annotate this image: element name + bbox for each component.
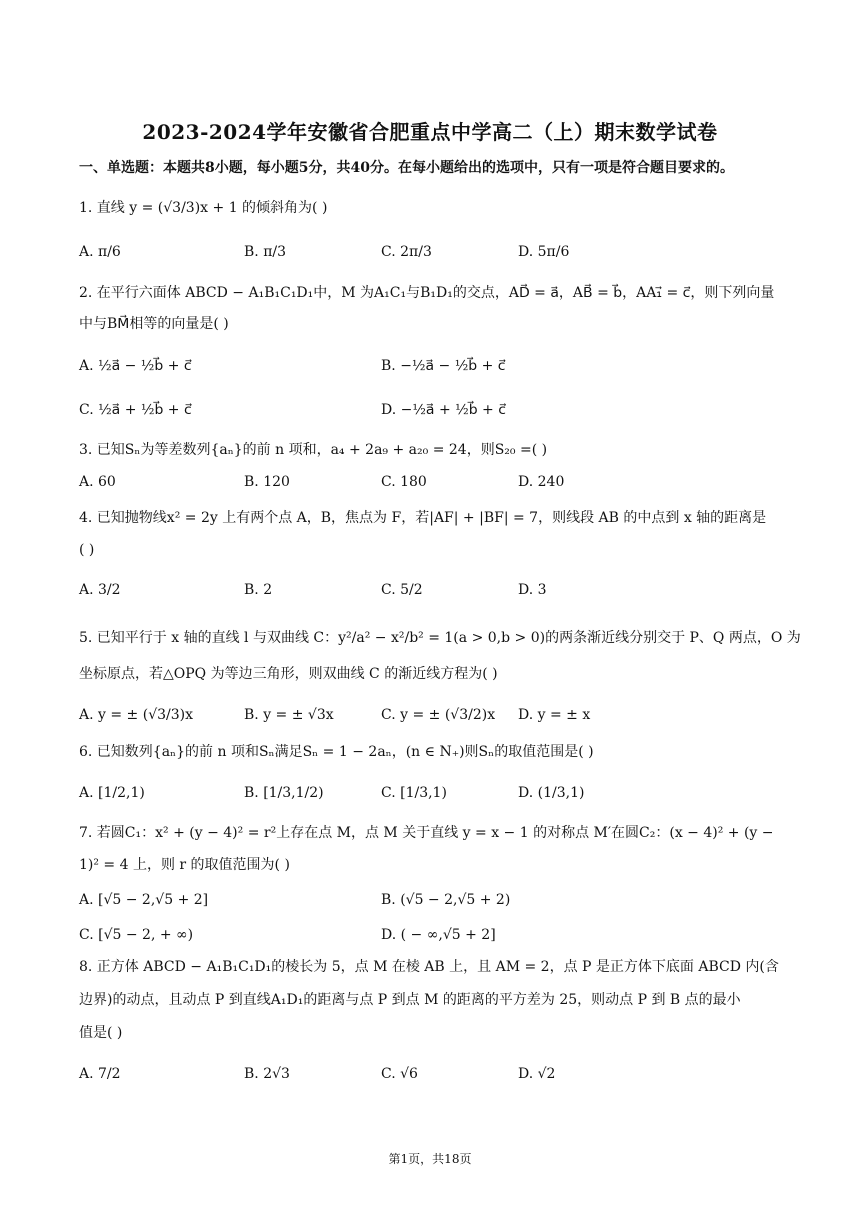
section-heading: 一、单选题：本题共8小题，每小题5分，共40分。在每小题给出的选项中，只有一项是符合题目要求的。 — [79, 160, 734, 176]
question-7-option-b: B. (√5 − 2,√5 + 2) — [381, 892, 511, 908]
question-5-line-1: 5. 已知平行于 x 轴的直线 l 与双曲线 C：y²/a² − x²/b² = 1(a > 0,b > 0)的两条渐近线分别交于 P、Q 两点，O 为 — [79, 630, 801, 646]
question-1-option-b: B. π/3 — [244, 244, 287, 260]
question-7-option-d: D. ( − ∞,√5 + 2] — [381, 927, 496, 943]
question-3-option-b: B. 120 — [244, 474, 290, 490]
question-3-option-d: D. 240 — [518, 474, 565, 490]
question-2-option-b: B. −½a⃗ − ½b⃗ + c⃗ — [381, 358, 506, 374]
question-6-option-b: B. [1/3,1/2) — [244, 785, 324, 801]
question-6-option-d: D. (1/3,1) — [518, 785, 585, 801]
question-4-option-c: C. 5/2 — [381, 582, 423, 598]
question-7-line-1: 7. 若圆C₁：x² + (y − 4)² = r²上存在点 M，点 M 关于直线 y = x − 1 的对称点 M′在圆C₂：(x − 4)² + (y − — [79, 825, 774, 841]
question-2-option-d: D. −½a⃗ + ½b⃗ + c⃗ — [381, 402, 506, 418]
question-8-option-c: C. √6 — [381, 1066, 418, 1082]
question-2-line-1: 2. 在平行六面体 ABCD − A₁B₁C₁D₁中，M 为A₁C₁与B₁D₁的交点，AD⃗ = a⃗，AB⃗ = b⃗，AA₁⃗ = c⃗，则下列向量 — [79, 285, 775, 301]
question-8-line-1: 8. 正方体 ABCD − A₁B₁C₁D₁的棱长为 5，点 M 在棱 AB 上，且 AM = 2，点 P 是正方体下底面 ABCD 内(含 — [79, 959, 779, 975]
question-8-line-3: 值是( ) — [79, 1025, 123, 1041]
question-6-option-a: A. [1/2,1) — [79, 785, 145, 801]
page-title: 2023-2024学年安徽省合肥重点中学高二（上）期末数学试卷 — [142, 120, 718, 144]
question-3-option-a: A. 60 — [79, 474, 116, 490]
question-5-option-b: B. y = ± √3x — [244, 707, 334, 723]
question-5-line-2: 坐标原点，若△OPQ 为等边三角形，则双曲线 C 的渐近线方程为( ) — [79, 666, 498, 682]
question-6-option-c: C. [1/3,1) — [381, 785, 447, 801]
question-4-line-2: ( ) — [79, 542, 95, 558]
question-1-option-a: A. π/6 — [79, 244, 121, 260]
question-1-line-1: 1. 直线 y = (√3/3)x + 1 的倾斜角为( ) — [79, 200, 328, 216]
question-4-option-a: A. 3/2 — [79, 582, 121, 598]
question-7-line-2: 1)² = 4 上，则 r 的取值范围为( ) — [79, 857, 290, 873]
question-8-option-a: A. 7/2 — [79, 1066, 121, 1082]
question-2-option-a: A. ½a⃗ − ½b⃗ + c⃗ — [79, 358, 192, 374]
question-4-line-1: 4. 已知抛物线x² = 2y 上有两个点 A，B，焦点为 F，若|AF| + |BF| = 7，则线段 AB 的中点到 x 轴的距离是 — [79, 510, 767, 526]
question-3-option-c: C. 180 — [381, 474, 427, 490]
question-3-line-1: 3. 已知Sₙ为等差数列{aₙ}的前 n 项和，a₄ + 2a₉ + a₂₀ = 24，则S₂₀ =( ) — [79, 442, 548, 458]
page-footer: 第1页，共18页 — [388, 1152, 472, 1166]
question-1-option-c: C. 2π/3 — [381, 244, 432, 260]
question-4-option-b: B. 2 — [244, 582, 273, 598]
question-2-option-c: C. ½a⃗ + ½b⃗ + c⃗ — [79, 402, 192, 418]
question-1-option-d: D. 5π/6 — [518, 244, 570, 260]
question-5-option-a: A. y = ± (√3/3)x — [79, 707, 194, 723]
question-7-option-c: C. [√5 − 2, + ∞) — [79, 927, 194, 943]
question-7-option-a: A. [√5 − 2,√5 + 2] — [79, 892, 209, 908]
question-4-option-d: D. 3 — [518, 582, 547, 598]
question-6-line-1: 6. 已知数列{aₙ}的前 n 项和Sₙ满足Sₙ = 1 − 2aₙ，(n ∈ N₊)则Sₙ的取值范围是( ) — [79, 744, 594, 760]
question-5-option-d: D. y = ± x — [518, 707, 591, 723]
question-8-line-2: 边界)的动点，且动点 P 到直线A₁D₁的距离与点 P 到点 M 的距离的平方差为 25，则动点 P 到 B 点的最小 — [79, 992, 741, 1008]
question-8-option-d: D. √2 — [518, 1066, 556, 1082]
question-5-option-c: C. y = ± (√3/2)x — [381, 707, 496, 723]
question-8-option-b: B. 2√3 — [244, 1066, 290, 1082]
question-2-line-2: 中与BM⃗相等的向量是( ) — [79, 316, 229, 332]
